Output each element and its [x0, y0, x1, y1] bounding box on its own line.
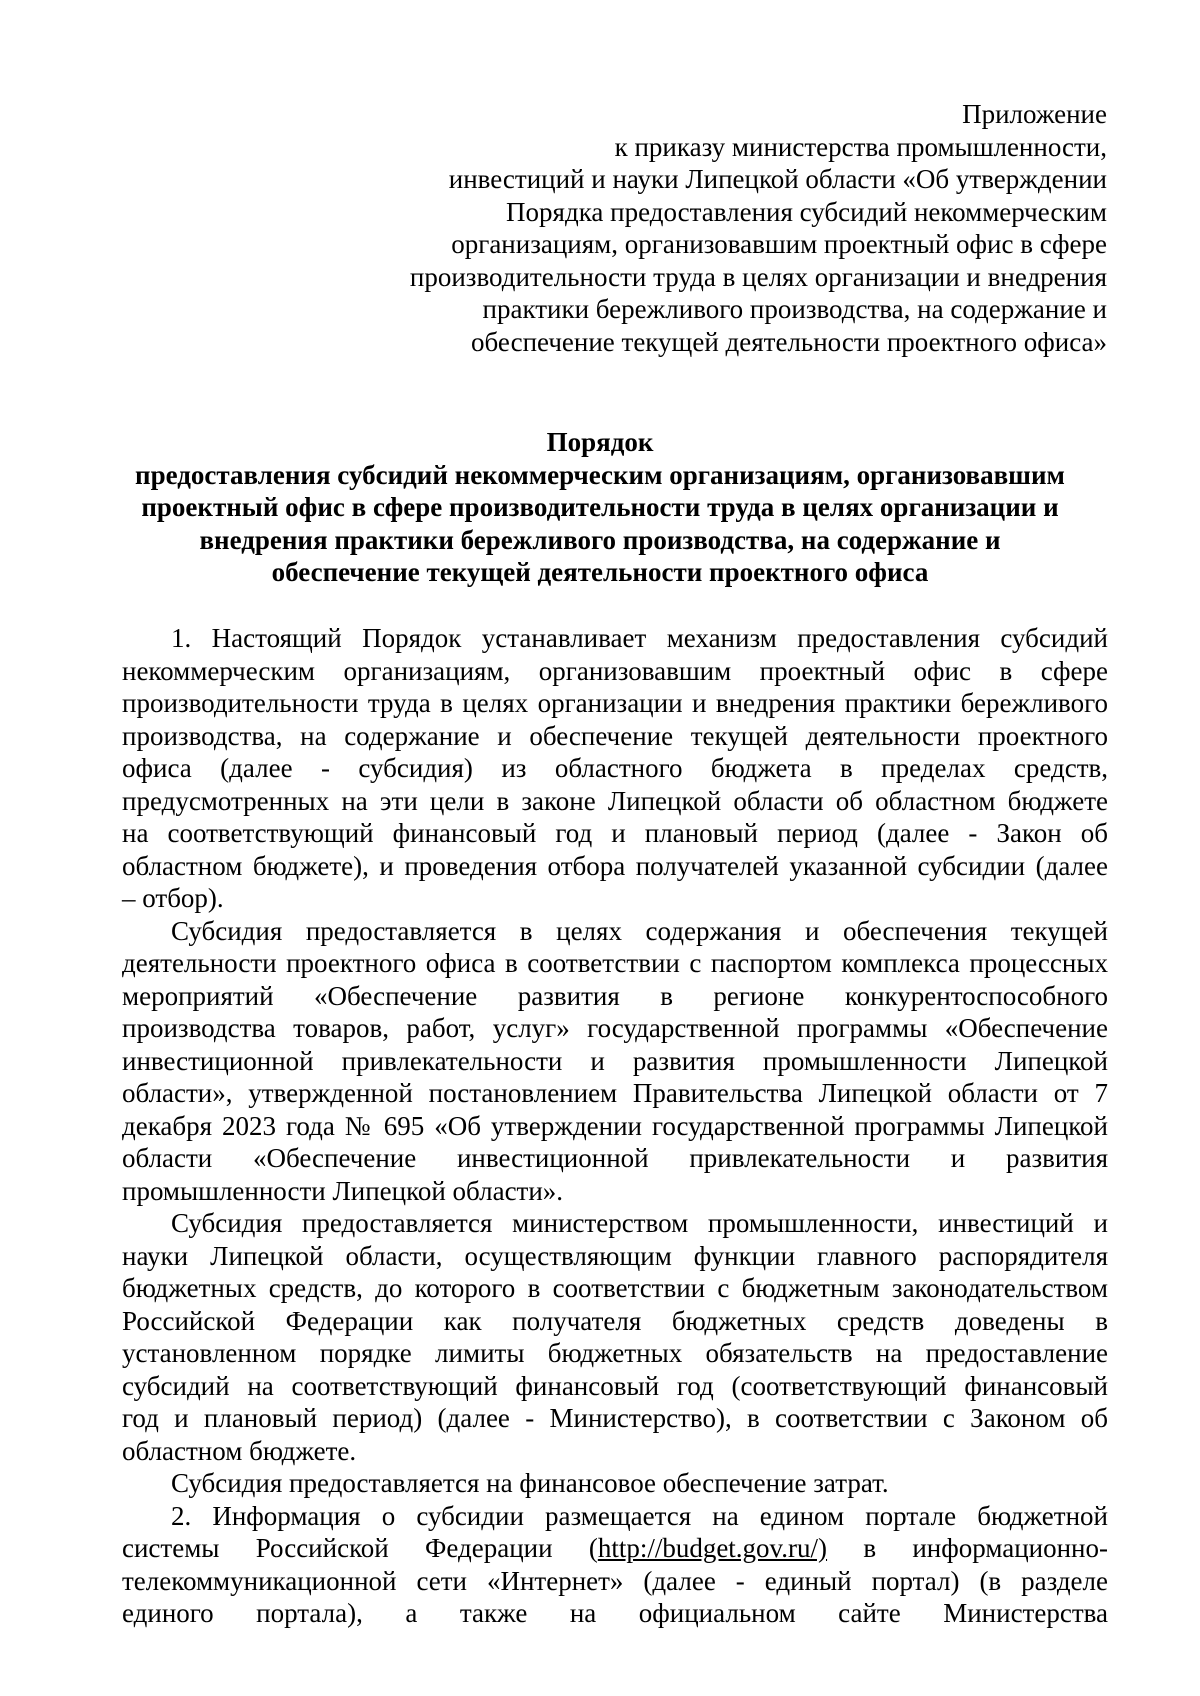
paragraph-5-line: единого портала), а также на официальном сайте Министерства [122, 1598, 1108, 1628]
paragraph-1-line: офиса (далее - субсидия) из областного бюджета в пределах средств, [122, 753, 1108, 783]
paragraph-4-line: Субсидия предоставляется на финансовое обеспечение затрат. [171, 1468, 889, 1498]
title-line: проектный офис в сфере производительности труда в целях организации и [141, 492, 1059, 522]
paragraph-3-line: науки Липецкой области, осуществляющим функции главного распорядителя [122, 1240, 1108, 1271]
document-body [122, 622, 1108, 1630]
paragraph-2-line: декабря 2023 года № 695 «Об утверждении государственной программы Липецкой [122, 1110, 1108, 1141]
paragraph-1-line: производства, на содержание и обеспечение текущей деятельности проектного [122, 720, 1108, 751]
paragraph-5-line: телекоммуникационной сети «Интернет» (далее - единый портал) (в разделе [122, 1565, 1108, 1596]
paragraph-5-text: в информационно- [827, 1533, 1108, 1563]
paragraph-3-line: субсидий на соответствующий финансовый год (соответствующий финансовый [122, 1370, 1108, 1401]
title-line: обеспечение текущей деятельности проектного офиса [271, 557, 929, 587]
paragraph-3-line: Субсидия предоставляется министерством промышленности, инвестиций и [171, 1208, 1108, 1238]
paragraph-1-line: областном бюджете), и проведения отбора получателей указанной субсидии (далее [122, 850, 1108, 881]
paragraph-3-line: год и плановый период) (далее - Министерство), в соответствии с Законом об [122, 1403, 1108, 1433]
paragraph-2-line: области», утвержденной постановлением Правительства Липецкой области от 7 [122, 1078, 1108, 1108]
paragraph-5-line-with-link [122, 1532, 1108, 1565]
paragraph-2-line: промышленности Липецкой области». [122, 1175, 564, 1206]
paragraph-2-line: области «Обеспечение инвестиционной привлекательности и развития [122, 1143, 1108, 1173]
paragraph-2-line: производства товаров, работ, услуг» государственной программы «Обеспечение [122, 1013, 1108, 1043]
budget-portal-link[interactable]: http://budget.gov.ru/) [597, 1533, 828, 1563]
paragraph-2-line: мероприятий «Обеспечение развития в регионе конкурентоспособного [122, 980, 1108, 1011]
document-title [93, 426, 1107, 589]
paragraph-1-line: на соответствующий финансовый год и плановый период (далее - Закон об [122, 818, 1108, 848]
title-line: Порядок [546, 427, 654, 457]
annex-line: инвестиций и науки Липецкой области «Об утверждении [448, 164, 1107, 194]
annex-line: обеспечение текущей деятельности проектного офиса» [471, 326, 1107, 357]
annex-line: Приложение [962, 99, 1107, 129]
paragraph-2-line: Субсидия предоставляется в целях содержания и обеспечения текущей [171, 915, 1108, 946]
paragraph-1-line: производительности труда в целях организации и внедрения практики бережливого [122, 688, 1108, 718]
annex-header [347, 98, 1107, 358]
annex-line: Порядка предоставления субсидий некоммерческим [506, 196, 1107, 227]
paragraph-2-line: инвестиционной привлекательности и развития промышленности Липецкой [122, 1045, 1108, 1076]
paragraph-3-line: Российской Федерации как получателя бюджетных средств доведены в [122, 1305, 1108, 1336]
title-line: предоставления субсидий некоммерческим организациям, организовавшим [135, 459, 1065, 490]
paragraph-5-line: 2. Информация о субсидии размещается на едином портале бюджетной [171, 1500, 1108, 1531]
annex-line: производительности труда в целях организации и внедрения [409, 261, 1107, 292]
paragraph-2-line: деятельности проектного офиса в соответствии с паспортом комплекса процессных [122, 948, 1108, 978]
paragraph-1-line: некоммерческим организациям, организовавшим проектный офис в сфере [122, 655, 1108, 686]
annex-line: практики бережливого производства, на содержание и [482, 294, 1107, 324]
paragraph-3-line: установленном порядке лимиты бюджетных обязательств на предоставление [122, 1338, 1108, 1368]
paragraph-1-line: – отбор). [122, 883, 224, 913]
annex-line: к приказу министерства промышленности, [614, 131, 1107, 162]
annex-line: организациям, организовавшим проектный офис в сфере [451, 229, 1107, 259]
paragraph-3-line: областном бюджете. [122, 1435, 357, 1466]
paragraph-1-line: предусмотренных на эти цели в законе Липецкой области об областном бюджете [122, 785, 1108, 816]
paragraph-5-text: системы Российской Федерации ( [122, 1533, 598, 1563]
paragraph-1-line: 1. Настоящий Порядок устанавливает механизм предоставления субсидий [171, 623, 1108, 653]
title-line: внедрения практики бережливого производства, на содержание и [199, 524, 1001, 555]
paragraph-3-line: бюджетных средств, до которого в соответствии с бюджетным законодательством [122, 1273, 1108, 1303]
